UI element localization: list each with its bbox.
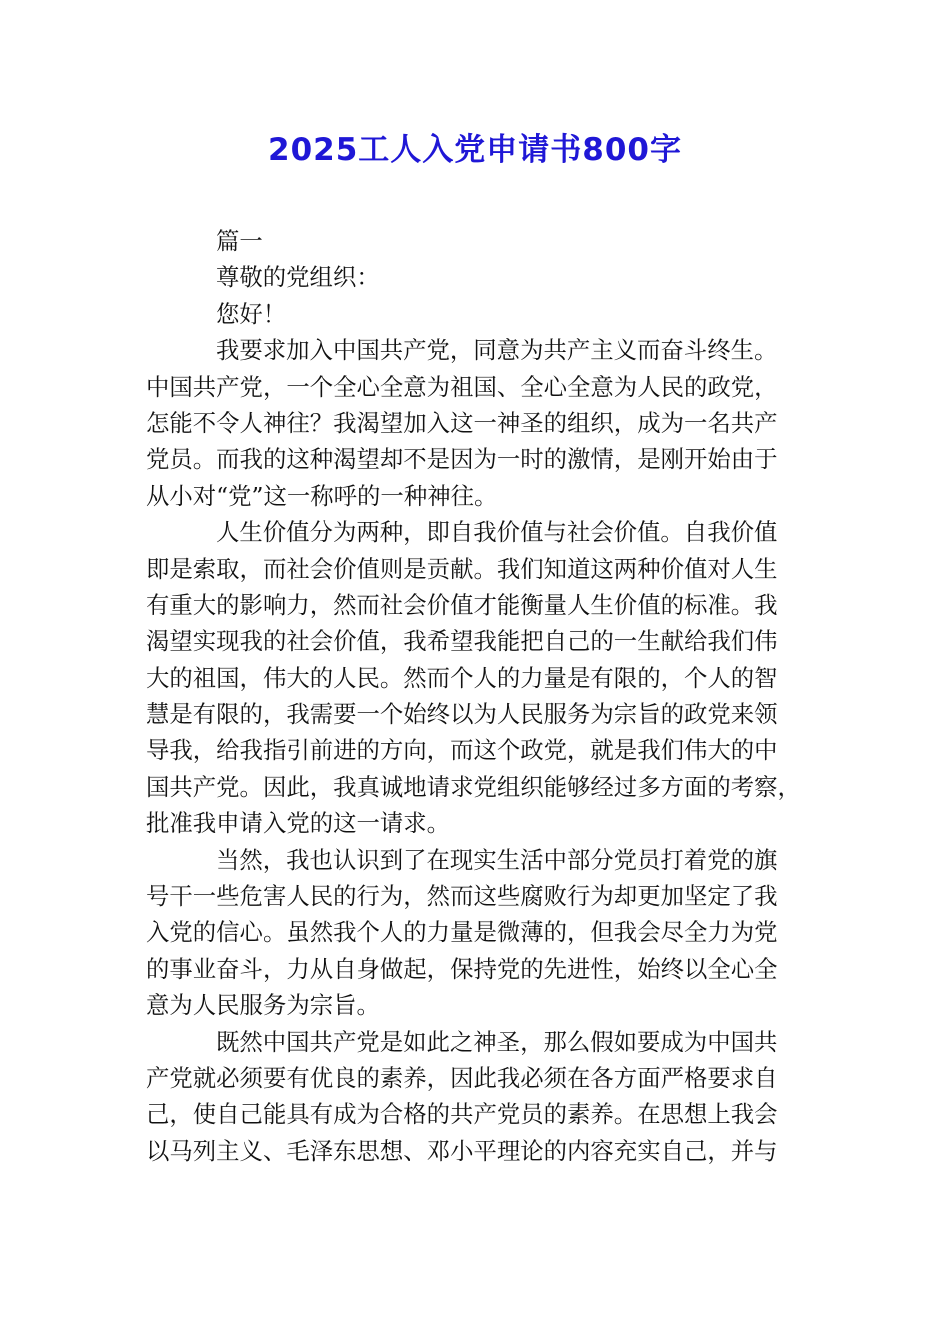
paragraph-3-line: 入党的信心。虽然我个人的力量是微薄的，但我会尽全力为党 <box>146 918 778 947</box>
paragraph-1-line: 从小对“党”这一称呼的一种神往。 <box>146 481 498 510</box>
paragraph-3-line: 号干一些危害人民的行为，然而这些腐败行为却更加坚定了我 <box>146 882 778 911</box>
paragraph-4-line: 产党就必须要有优良的素养，因此我必须在各方面严格要求自 <box>146 1063 778 1092</box>
paragraph-3-line: 意为人民服务为宗旨。 <box>146 991 380 1020</box>
paragraph-2-line: 即是索取，而社会价值则是贡献。我们知道这两种价值对人生 <box>146 554 778 583</box>
paragraph-2-line: 大的祖国，伟大的人民。然而个人的力量是有限的，个人的智 <box>146 663 778 692</box>
paragraph-1-line: 我要求加入中国共产党，同意为共产主义而奋斗终生。 <box>216 336 778 365</box>
paragraph-2-line: 有重大的影响力，然而社会价值才能衡量人生价值的标准。我 <box>146 590 778 619</box>
salutation: 尊敬的党组织： <box>216 263 380 292</box>
paragraph-2-line: 人生价值分为两种，即自我价值与社会价值。自我价值 <box>216 518 778 547</box>
letter-body <box>146 223 806 1169</box>
paragraph-4-line: 己，使自己能具有成为合格的共产党员的素养。在思想上我会 <box>146 1100 778 1129</box>
paragraph-2-line: 慧是有限的，我需要一个始终以为人民服务为宗旨的政党来领 <box>146 700 778 729</box>
paragraph-2-line: 国共产党。因此，我真诚地请求党组织能够经过多方面的考察， <box>146 772 801 801</box>
paragraph-2-line: 渴望实现我的社会价值，我希望我能把自己的一生献给我们伟 <box>146 627 778 656</box>
page-title: 2025工人入党申请书800字 <box>268 132 682 168</box>
greeting: 您好！ <box>216 299 287 328</box>
paragraph-4-line: 既然中国共产党是如此之神圣，那么假如要成为中国共 <box>216 1027 778 1056</box>
section-heading: 篇一 <box>216 227 263 255</box>
paragraph-2-line: 批准我申请入党的这一请求。 <box>146 809 451 838</box>
paragraph-1-line: 怎能不令人神往？我渴望加入这一神圣的组织，成为一名共产 <box>146 408 778 437</box>
paragraph-3-line: 的事业奋斗，力从自身做起，保持党的先进性，始终以全心全 <box>146 954 778 983</box>
paragraph-1-line: 党员。而我的这种渴望却不是因为一时的激情，是刚开始由于 <box>146 445 778 474</box>
paragraph-4-line: 以马列主义、毛泽东思想、邓小平理论的内容充实自己，并与 <box>146 1136 778 1165</box>
paragraph-1-line: 中国共产党，一个全心全意为祖国、全心全意为人民的政党， <box>146 372 778 401</box>
paragraph-2-line: 导我，给我指引前进的方向，而这个政党，就是我们伟大的中 <box>146 736 778 765</box>
paragraph-3-line: 当然，我也认识到了在现实生活中部分党员打着党的旗 <box>216 845 778 874</box>
